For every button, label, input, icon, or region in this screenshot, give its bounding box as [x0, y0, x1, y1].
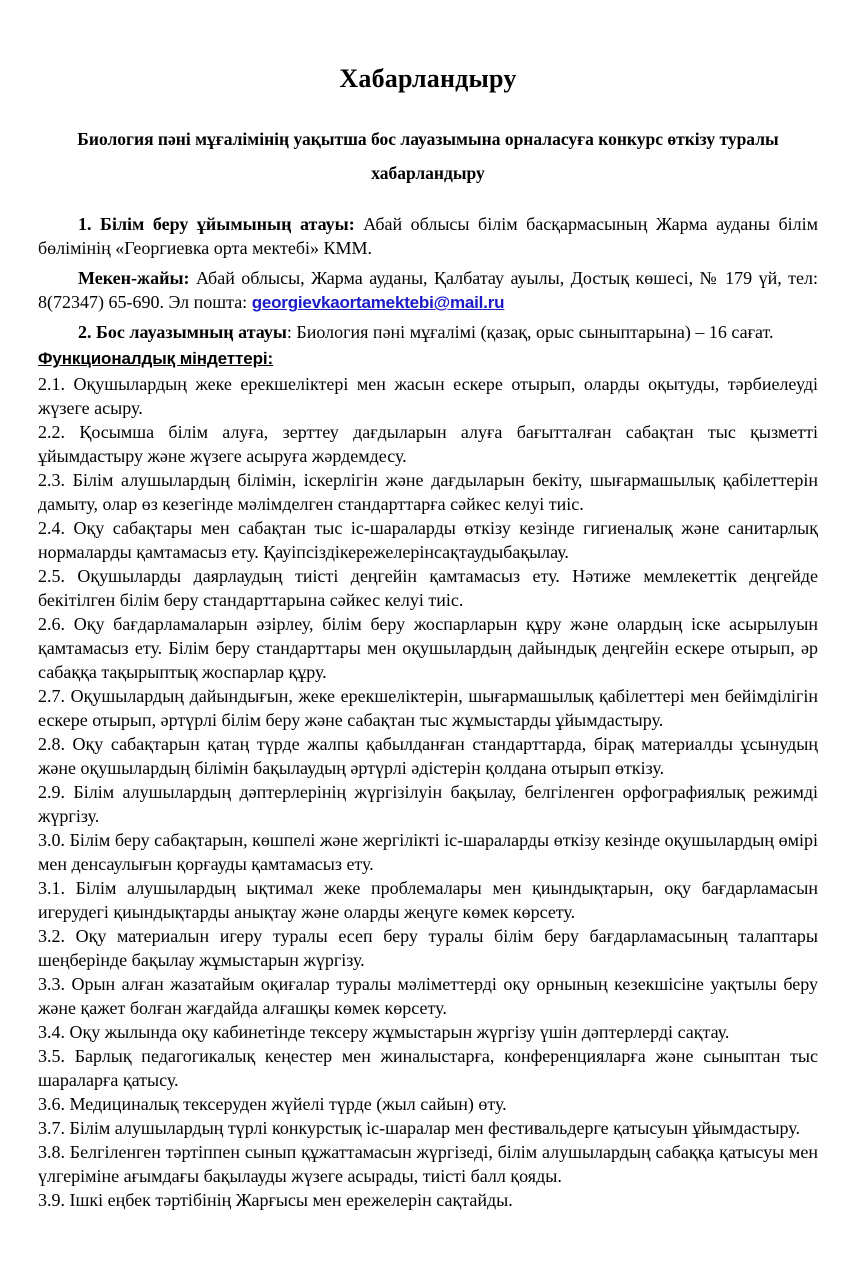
- duty-item: 3.7. Білім алушылардың түрлі конкурстық іс-шаралар мен фестивальдерге қатысуын ұйымдастыру.: [38, 1118, 800, 1139]
- address-paragraph: [38, 260, 818, 315]
- duty-item: 3.0. Білім беру сабақтарын, көшпелі және жергілікті іс-шараларды өткізу кезінде оқушылардың өмірі мен денсаулығын қорғауды қамтамасыз ету.: [38, 830, 818, 875]
- duty-item: 2.2. Қосымша білім алуға, зерттеу дағдыларын алуға бағытталған сабақтан тыс қызметті ұйымдастыру және жүзеге асыруға жәрдемдесу.: [38, 422, 818, 467]
- organization-label: Білім беру ұйымының атауы:: [100, 214, 355, 235]
- duties-heading: Функционалдық міндеттері:: [38, 349, 274, 369]
- duty-item: 3.8. Белгіленген тәртіппен сынып құжаттамасын жүргізеді, білім алушылардың сабаққа қатысуы мен үлгеріміне ағымдағы бақылауды жүзеге асырады, тиісті балл қояды.: [38, 1142, 818, 1187]
- vacancy-paragraph: [38, 315, 818, 344]
- duty-item: 2.9. Білім алушылардың дәптерлерінің жүргізілуін бақылау, белгіленген орфографиялық режимді жүргізу.: [38, 782, 818, 827]
- duties-list: [38, 370, 818, 1212]
- duty-item: 2.8. Оқу сабақтарын қатаң түрде жалпы қабылданған стандарттарда, бірақ материалды ұсынудың және оқушылардың білімін бақылаудың әртүрлі әдістерін қолдана отырып өткізу.: [38, 734, 818, 779]
- document-content: [38, 0, 818, 1212]
- address-value: Абай облысы, Жарма ауданы, Қалбатау ауылы, Достық көшесі, № 179 үй, тел: 8(72347) 65-690. Эл пошта:: [38, 268, 819, 313]
- duty-item: 2.7. Оқушылардың дайындығын, жеке ерекшеліктерін, шығармашылық қабілеттері мен бейімділігін ескере отырып, әртүрлі білім беру және сабақтан тыс жұмыстарды ұйымдастыру.: [38, 686, 818, 731]
- duty-item: 2.1. Оқушылардың жеке ерекшеліктері мен жасын ескере отырып, оларды оқытуды, тәрбиелеуді жүзеге асыру.: [38, 374, 818, 419]
- organization-number: 1.: [78, 214, 92, 235]
- duty-item: 3.1. Білім алушылардың ықтимал жеке проблемалары мен қиындықтарын, оқу бағдарламасын игерудегі қиындықтарды анықтау және оларды жеңуге көмек көрсету.: [38, 878, 818, 923]
- vacancy-number: 2.: [78, 322, 92, 343]
- organization-paragraph: [38, 190, 818, 260]
- email-link[interactable]: georgievkaortamektebi@mail.ru: [251, 293, 505, 313]
- duty-item: 2.4. Оқу сабақтары мен сабақтан тыс іс-шараларды өткізу кезінде гигиеналық және санитарлық нормаларды қамтамасыз ету. Қауіпсіздікережелерінсақтаудыбақылау.: [38, 518, 818, 563]
- duty-item: 3.9. Ішкі еңбек тәртібінің Жарғысы мен ережелерін сақтайды.: [38, 1190, 513, 1211]
- duty-item: 3.5. Барлық педагогикалық кеңестер мен жиналыстарға, конференцияларға және сыныптан тыс шараларға қатысу.: [38, 1046, 818, 1091]
- duty-item: 2.3. Білім алушылардың білімін, іскерлігін және дағдыларын бекіту, шығармашылық қабілеттерін дамыту, олар өз кезегінде мәлімделген стандарттарға сәйкес келуі тиіс.: [38, 470, 818, 515]
- duty-item: 3.2. Оқу материалын игеру туралы есеп беру туралы білім беру бағдарламасының талаптары шеңберінде бақылау жұмыстарын жүргізу.: [38, 926, 818, 971]
- address-label: Мекен-жайы:: [78, 268, 190, 289]
- duty-item: 3.4. Оқу жылында оқу кабинетінде тексеру жұмыстарын жүргізу үшін дәптерлерді сақтау.: [38, 1022, 730, 1043]
- vacancy-value: : Биология пәні мұғалімі (қазақ, орыс сыныптарына) – 16 сағат.: [286, 322, 774, 343]
- duty-item: 3.3. Орын алған жазатайым оқиғалар туралы мәліметтерді оқу орнының кезекшісіне уақтылы беру және қажет болған жағдайда алғашқы көмек көрсету.: [38, 974, 818, 1019]
- duties-heading-wrap: [38, 344, 818, 370]
- duty-item: 2.6. Оқу бағдарламаларын әзірлеу, білім беру жоспарларын құру және олардың іске асырылуын қамтамасыз ету. Білім беру стандарттары мен оқушылардың дайындық деңгейін ескере отырып, әр сабаққа тақырыптық жоспарлар құру.: [38, 614, 818, 683]
- duty-item: 3.6. Медициналық тексеруден жүйелі түрде (жыл сайын) өту.: [38, 1094, 507, 1115]
- organization-value: Абай облысы білім басқармасының Жарма ауданы білім бөлімінің «Георгиевка орта мектебі» КММ.: [38, 214, 819, 259]
- document-subtitle: Биология пәні мұғалімінің уақытша бос лауазымына орналасуға конкурс өткізу туралы хабарландыру: [77, 129, 779, 184]
- vacancy-label: Бос лауазымның атауы: [96, 322, 287, 343]
- duty-item: 2.5. Оқушыларды даярлаудың тиісті деңгейін қамтамасыз ету. Нәтиже мемлекеттік деңгейде бекітілген білім беру стандарттарына сәйкес келуі тиіс.: [38, 566, 818, 611]
- page-title: Хабарландыру: [339, 64, 517, 93]
